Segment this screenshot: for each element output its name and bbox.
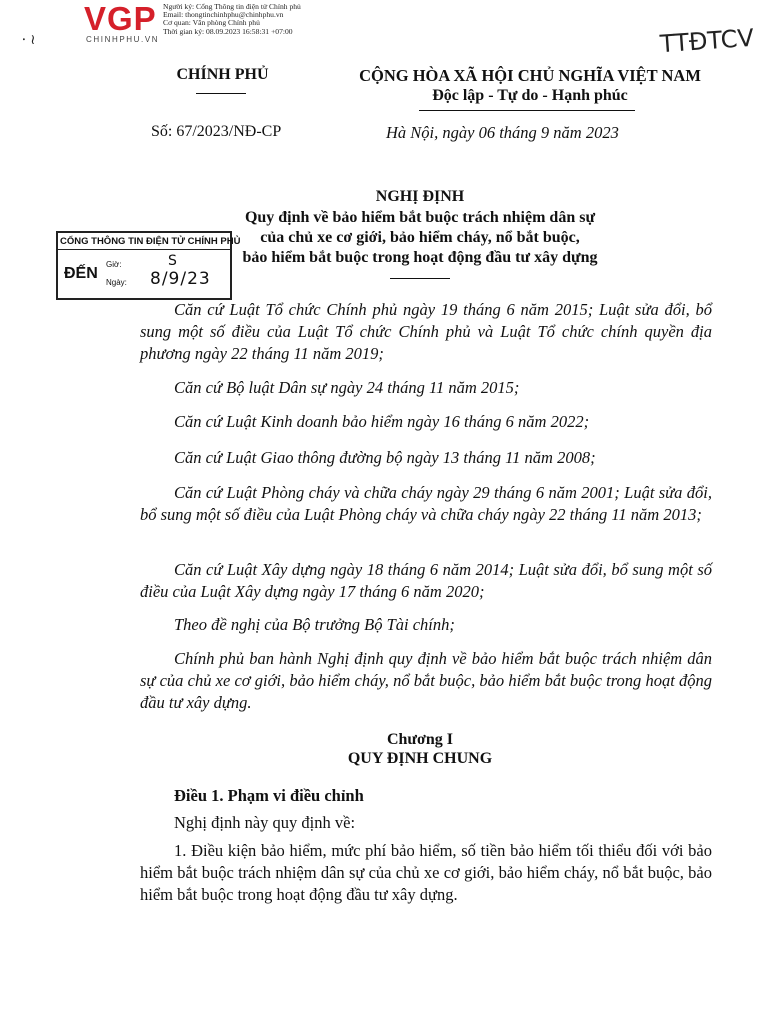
title-underline [390,278,450,279]
title-line-2: của chủ xe cơ giới, bảo hiểm cháy, nổ bắt buộc, [260,229,580,246]
stamp-gio-value: S [168,253,177,269]
article-intro: Nghị định này quy định về: [174,813,356,832]
title-line-3: bảo hiểm bắt buộc trong hoạt động đầu tư xây dựng [242,249,598,266]
signature-signer: Người ký: Cổng Thông tin điện tử Chính phủ [163,2,301,11]
stamp-title: CỔNG THÔNG TIN ĐIỆN TỬ CHÍNH PHỦ [58,233,230,250]
preamble-paragraph: Căn cứ Luật Phòng cháy và chữa cháy ngày 29 tháng 6 năm 2001; Luật sửa đổi, bổ sung một số điều của Luật Phòng cháy và chữa cháy ngày 22 tháng 11 năm 2013; [140,483,712,524]
digital-signature-block [163,3,301,36]
preamble-paragraph: Theo đề nghị của Bộ trưởng Bộ Tài chính; [174,615,455,634]
signature-email: Email: thongtinchinhphu@chinhphu.vn [163,10,284,20]
preamble-paragraph: Căn cứ Luật Giao thông đường bộ ngày 13 tháng 11 năm 2008; [174,448,596,467]
chapter-name: QUY ĐỊNH CHUNG [347,750,493,767]
stamp-ngay-value: 8/9/23 [150,269,211,289]
preamble-paragraph: Căn cứ Luật Kinh doanh bảo hiểm ngày 16 tháng 6 năm 2022; [174,412,590,431]
handwritten-mark-left: ⸱ ≀ [22,32,36,48]
signature-time: Thời gian ký: 08.09.2023 16:58:31 +07:00 [163,26,293,36]
received-stamp [56,231,241,300]
handwritten-note: TTĐTCV [659,23,755,59]
issuer-name: CHÍNH PHỦ [176,66,269,83]
preamble-paragraph: Căn cứ Luật Tổ chức Chính phủ ngày 19 tháng 6 năm 2015; Luật sửa đổi, bổ sung một số điều của Luật Tổ chức Chính phủ và Luật Tổ chức chính quyền địa phương ngày 22 tháng 11 năm 2019; [140,300,712,363]
vgp-logo-subtext: CHINHPHU.VN [86,35,160,44]
issuer-underline [196,93,246,94]
signature-agency: Cơ quan: Văn phòng Chính phủ [163,18,260,28]
article-clause: 1. Điều kiện bảo hiểm, mức phí bảo hiểm, số tiền bảo hiểm tối thiểu đối với bảo hiểm bắt buộc trách nhiệm dân sự của chủ xe cơ giới, bảo hiểm cháy, nổ bắt buộc, bảo hiểm bắt buộc trong hoạt động đầu tư xây dựng. [140,841,712,904]
stamp-gio-label: Giờ: [106,260,122,269]
vgp-logo: VGP [84,0,157,37]
motto-underline [419,110,635,111]
preamble-paragraph: Căn cứ Luật Xây dựng ngày 18 tháng 6 năm 2014; Luật sửa đổi, bổ sung một số điều của Luật Xây dựng ngày 17 tháng 6 năm 2020; [140,560,712,601]
preamble-paragraph: Căn cứ Bộ luật Dân sự ngày 24 tháng 11 năm 2015; [174,378,520,397]
document-number: Số: 67/2023/NĐ-CP [151,123,282,140]
stamp-den: ĐẾN [64,265,98,282]
motto: Độc lập - Tự do - Hạnh phúc [432,87,628,104]
chapter-label: Chương I [386,731,454,748]
nation-title: CỘNG HÒA XÃ HỘI CHỦ NGHĨA VIỆT NAM [359,66,701,85]
article-heading: Điều 1. Phạm vi điều chỉnh [174,786,364,805]
stamp-ngay-label: Ngày: [106,278,127,287]
title-line-1: Quy định về bảo hiểm bắt buộc trách nhiệm dân sự [244,209,596,226]
document-type: NGHỊ ĐỊNH [375,188,465,205]
preamble-paragraph: Chính phủ ban hành Nghị định quy định về bảo hiểm bắt buộc trách nhiệm dân sự của chủ xe cơ giới, bảo hiểm cháy, nổ bắt buộc, bảo hiểm bắt buộc trong hoạt động đầu tư xây dựng. [140,649,712,712]
place-date: Hà Nội, ngày 06 tháng 9 năm 2023 [386,123,619,142]
